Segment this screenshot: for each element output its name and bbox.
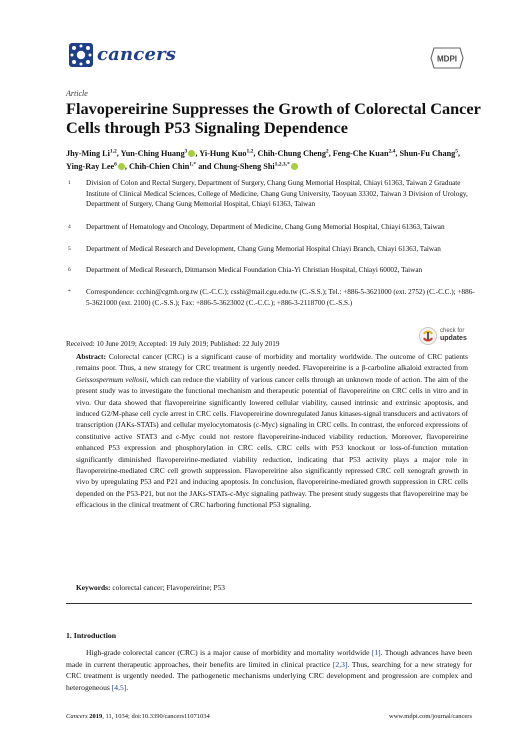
- affiliation-5: [66, 244, 476, 265]
- author-name: Shun-Fu Chang: [399, 149, 456, 158]
- author-name: Chung-Sheng Shi: [213, 161, 275, 171]
- author-affiliation-sup: 3: [184, 148, 188, 155]
- affiliation-4: [66, 222, 476, 243]
- author-name: Ying-Ray Lee: [66, 161, 115, 171]
- abstract: [76, 351, 468, 511]
- footer-journal: Cancers: [66, 713, 88, 720]
- author-affiliation-sup: 5: [455, 148, 458, 155]
- citation-link[interactable]: [2,3]: [332, 659, 348, 669]
- affiliation-6: [66, 265, 476, 286]
- author-separator: ,: [253, 149, 258, 158]
- affiliation-number: 5: [68, 246, 71, 252]
- mdpi-logo-icon: [430, 47, 464, 69]
- correspondence-marker: *: [68, 289, 71, 295]
- cancers-logo-icon: [69, 43, 93, 67]
- orcid-icon[interactable]: [118, 163, 125, 170]
- publisher-name: MDPI: [437, 54, 457, 64]
- journal-name: cancers: [97, 44, 177, 65]
- author-list: [66, 148, 476, 173]
- affiliation-number: 1: [68, 180, 71, 186]
- author-affiliation-sup: 1,2,3,*: [274, 160, 290, 167]
- affiliation-number: 4: [68, 224, 71, 230]
- abstract-text-2: , which can reduce the viability of various cancer cells through an unknown mode of action. The aim of the present study was to investigate the functional mechanism and therapeutic potential of flavopereirine on CRC cells in vitro and in vivo. Our data showed that flavopereirine significantly lowered cellular viability, caused intrinsic and extrinsic apoptosis, and induced G2/M-phase cell cycle arrest in CRC cells. Flavopereirine downregulated Janus kinases-signal transducers and activators of transcription (JAKs-STATs) and cellular myelocytomatosis (c-Myc) signaling in CRC cells. In contrast, the enforced expressions of constitutive active STAT3 and c-Myc could not restore flavopereirine-induced viability reduction. Moreover, flavopereirine enhanced P53 expression and phosphorylation in CRC cells. CRC cells with P53 knockout or loss-of-function mutation significantly diminished flavopereirine-mediated viability reduction, indicating that P53 activity plays a major role in flavopereirine-mediated CRC cell growth suppression. Flavopereirine also significantly repressed CRC cell xenograft growth in vivo by upregulating P53 and P21 and inducing apoptosis. In conclusion, flavopereirine-mediated growth suppression in CRC cells depended on the P53-P21, but not the JAKs-STATs-c-Myc signaling pathway. The present study suggests that flavopereirine may be efficacious in the clinical treatment of CRC harboring functional P53 signaling.: [76, 374, 468, 510]
- author-name: Yi-Hung Kuo: [199, 149, 247, 158]
- section-heading: 1. Introduction: [66, 631, 117, 640]
- citation-link[interactable]: [4,5]: [111, 682, 127, 692]
- author-separator: ,: [328, 149, 333, 158]
- article-type: Article: [66, 89, 88, 98]
- author-name: Chih-Chung Cheng: [257, 149, 326, 158]
- footer-url[interactable]: www.mdpi.com/journal/cancers: [389, 713, 472, 720]
- keywords-label: Keywords:: [76, 583, 111, 592]
- author-separator: ,: [457, 149, 461, 158]
- author-separator: ,: [395, 149, 400, 158]
- author-name: Jhy-Ming Li: [66, 149, 110, 158]
- intro-text-1: High-grade colorectal cancer (CRC) is a major cause of morbidity and mortality worldwide: [86, 648, 372, 657]
- check-updates-icon: [419, 327, 437, 345]
- author-separator: ,: [116, 149, 121, 158]
- author-separator: ,: [124, 161, 129, 171]
- check-for-updates-button[interactable]: [419, 325, 467, 351]
- author-affiliation-sup: 2,4: [388, 148, 396, 155]
- affiliation-number: 6: [68, 267, 71, 273]
- author-affiliation-sup: 1,*: [189, 160, 197, 167]
- check-updates-line1: check for: [440, 328, 465, 334]
- citation-link[interactable]: [1]: [371, 648, 381, 657]
- affiliation-text: Division of Colon and Rectal Surgery, Department of Surgery, Chang Gung Memorial Hospital, Chiayi 61363, Taiwan 2 Graduate Institute of Clinical Medical Sciences, College of Medicine, Chang Gung University, Taoyuan 33302, Taiwan 3 Division of Urology, Department of Surgery, Chang Gung Memorial Hospital, Chiayi 61363, Taiwan: [86, 179, 468, 209]
- footer-citation: [66, 713, 210, 720]
- intro-text-4: .: [126, 682, 129, 692]
- keywords: [76, 583, 468, 592]
- author-affiliation-sup: 2: [325, 148, 329, 155]
- abstract-species: Geissospermum vellosii: [76, 374, 147, 384]
- correspondence-text: Correspondence: ccchin@cgmh.org.tw (C.-C.C.); csshi@mail.cgu.edu.tw (C.-S.S.); Tel.: +886-5-3621000 (ext. 2752) (C.-C.C.); +886-5-3621000 (ext. 2100) (C.-S.S.); Fax: +886-5-3623002 (C.-C.C.); +886-3-2118700 (C.-S.S.): [86, 288, 475, 307]
- footer-year: 2019: [89, 713, 103, 720]
- intro-text-2: . Though advances have been made in current therapeutic approaches, their benefits are limited in clinical practice: [66, 648, 472, 669]
- orcid-icon[interactable]: [291, 163, 298, 170]
- abstract-label: Abstract:: [76, 352, 106, 361]
- author-separator: and: [196, 161, 214, 171]
- author-affiliation-sup: 1,2: [109, 148, 117, 155]
- paper-title: Flavopereirine Suppresses the Growth of Colorectal Cancer Cells through P53 Signaling Dependence: [66, 99, 481, 137]
- author-affiliation-sup: 6: [114, 160, 117, 167]
- footer-doi: , 11, 1034; doi:10.3390/cancers11071034: [102, 713, 210, 720]
- check-updates-line2: updates: [440, 335, 467, 342]
- author-affiliation-sup: 1,2: [246, 148, 254, 155]
- publication-dates: Received: 10 June 2019; Accepted: 19 July 2019; Published: 22 July 2019: [66, 340, 280, 348]
- abstract-text-1: Colorectal cancer (CRC) is a significant cause of morbidity and mortality worldwide. The outcome of CRC patients remains poor. Thus, a new strategy for CRC treatment is urgently needed. Flavopereirine is a β-carboline alkaloid extracted from: [76, 352, 468, 373]
- author-name: Yun-Ching Huang: [120, 149, 185, 158]
- author-name: Chih-Chien Chin: [128, 161, 190, 171]
- affiliation-text: Department of Medical Research, Ditmanson Medical Foundation Chia-Yi Christian Hospital, Chiayi 60002, Taiwan: [86, 266, 423, 274]
- affiliation-text: Department of Medical Research and Development, Chang Gung Memorial Hospital Chiayi Branch, Chiayi 61363, Taiwan: [86, 245, 441, 253]
- author-separator: ,: [195, 149, 200, 158]
- section-divider: [66, 603, 472, 604]
- affiliation-text: Department of Hematology and Oncology, Department of Medicine, Chang Gung Memorial Hospital, Chiayi 61363, Taiwan: [86, 223, 445, 231]
- keywords-text: colorectal cancer; Flavopereirine; P53: [110, 583, 226, 592]
- affiliation-1: [66, 178, 476, 221]
- introduction-paragraph: [66, 647, 472, 693]
- correspondence: [66, 287, 476, 319]
- intro-text-3: . Thus, searching for a new strategy for CRC treatment is urgently needed. The pathogenetic mechanisms underlying CRC development and progression are complex and heterogeneous: [66, 659, 472, 692]
- author-name: Feng-Che Kuan: [332, 149, 389, 158]
